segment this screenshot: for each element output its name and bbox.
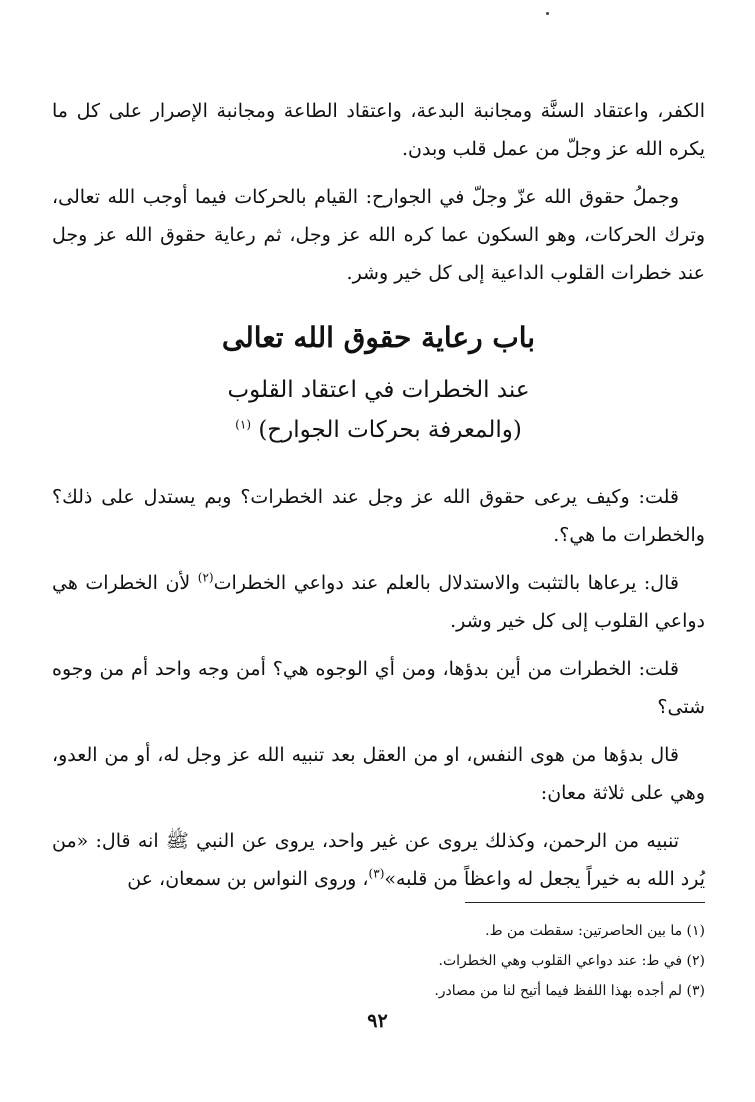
hadith-text-b: ، وروى النواس بن سمعان، عن: [127, 868, 369, 890]
footnote-ref-3: (٣): [368, 866, 385, 881]
chapter-heading: [52, 316, 705, 450]
footnote-divider: [465, 902, 705, 903]
answer-1-text-a: قال: يرعاها بالتثبت والاستدلال بالعلم عند دواعي الخطرات: [213, 572, 679, 594]
intro-text: [52, 92, 705, 292]
footnote-1: (١) ما بين الحاصرتين: سقطت من ط.: [485, 923, 705, 939]
paragraph-kufr: الكفر، واعتقاد السنَّة ومجانبة البدعة، واعتقاد الطاعة ومجانبة الإصرار على كل ما يكره الله عز وجلّ من عمل قلب وبدن.: [52, 100, 705, 160]
chapter-title: باب رعاية حقوق الله تعالى: [221, 321, 536, 354]
scan-speck: [546, 12, 549, 15]
answer-1-text-b: لأن الخطرات هي دواعي القلوب إلى كل خير وشر.: [52, 572, 705, 632]
footnote-ref-2: (٢): [197, 570, 214, 585]
paragraph-question-1: قلت: وكيف يرعى حقوق الله عز وجل عند الخطرات؟ وبم يستدل على ذلك؟ والخطرات ما هي؟.: [52, 486, 705, 546]
paragraph-hadith: [52, 822, 705, 898]
chapter-subtitle-2-text: (والمعرفة بحركات الجوارح): [258, 417, 522, 443]
footnote-ref-1: (١): [235, 417, 251, 432]
page-number: ٩٢: [367, 1010, 388, 1032]
chapter-subtitle-2: [52, 410, 705, 450]
hadith-text-a: تنبيه من الرحمن، وكذلك يروى عن غير واحد، يروى عن النبي ﷺ انه قال: «من يُرد الله به خيراً يجعل له واعظاً من قلبه»: [52, 830, 705, 890]
paragraph-question-2: قلت: الخطرات من أين بدؤها، ومن أي الوجوه هي؟ أمن وجه واحد أم من وجوه شتى؟: [52, 658, 705, 718]
footnote-3: (٣) لم أجده بهذا اللفظ فيما أتيح لنا من مصادر.: [434, 983, 705, 999]
paragraph-answer-1: [52, 564, 705, 640]
chapter-subtitle-1: عند الخطرات في اعتقاد القلوب: [227, 377, 530, 403]
paragraph-answer-2: قال بدؤها من هوى النفس، او من العقل بعد تنبيه الله عز وجل له، أو من العدو، وهي على ثلاثة معان:: [52, 744, 705, 804]
qa-text: [52, 478, 705, 898]
footnote-2: (٢) في ط: عند دواعي القلوب وهي الخطرات.: [438, 953, 705, 969]
paragraph-jawarih: وجملُ حقوق الله عزّ وجلّ في الجوارح: القيام بالحركات فيما أوجب الله تعالى، وترك الحركات، وهو السكون عما كره الله عز وجل، ثم رعاية حقوق الله عز وجل عند خطرات القلوب الداعية إلى كل خير وشر.: [52, 186, 705, 284]
footnotes: [52, 916, 705, 1006]
